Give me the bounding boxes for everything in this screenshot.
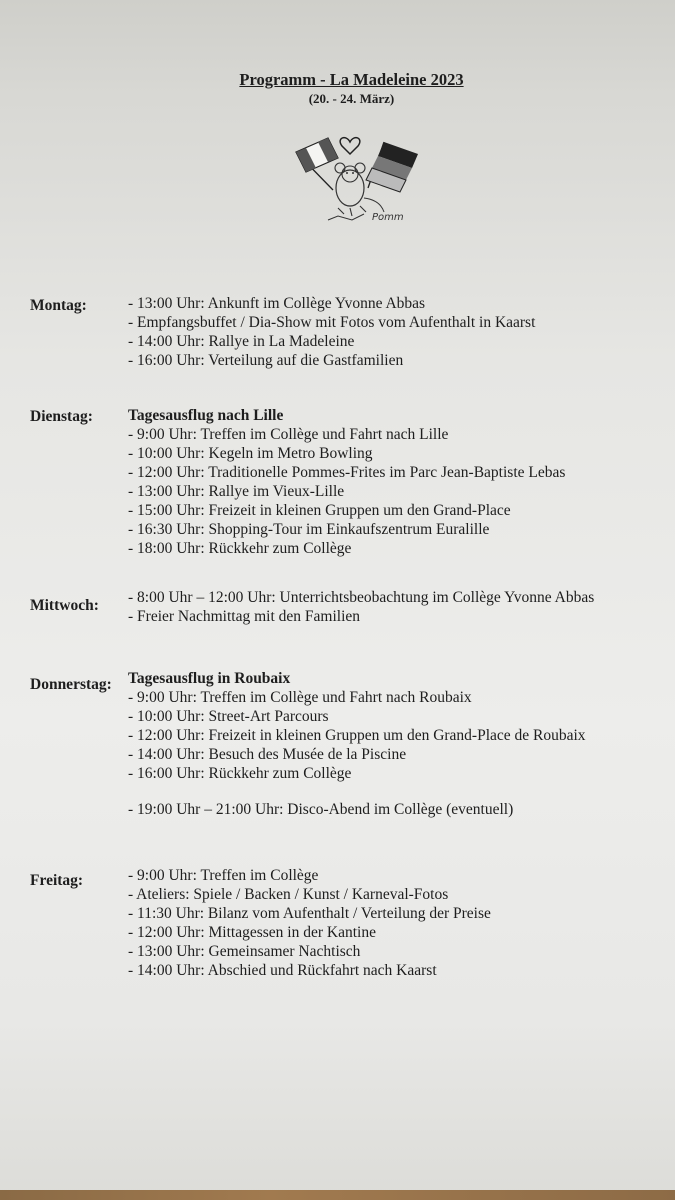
day-label-montag: Montag: bbox=[30, 297, 87, 314]
schedule-item: - 16:00 Uhr: Rückkehr zum Collège bbox=[128, 765, 352, 782]
page-title: Programm - La Madeleine 2023 bbox=[239, 70, 464, 89]
spacer bbox=[128, 783, 586, 800]
mouse-with-french-and-german-flags-icon bbox=[288, 128, 428, 233]
schedule-item: - 16:30 Uhr: Shopping-Tour im Einkaufszentrum Euralille bbox=[128, 521, 490, 538]
date-range: (20. - 24. März) bbox=[308, 91, 395, 106]
schedule-item: - 16:00 Uhr: Verteilung auf die Gastfamilien bbox=[128, 352, 404, 369]
day-label-mittwoch: Mittwoch: bbox=[30, 597, 99, 614]
day-label-dienstag: Dienstag: bbox=[30, 408, 93, 425]
day-schedule-freitag bbox=[128, 866, 491, 980]
schedule-item: - Ateliers: Spiele / Backen / Kunst / Karneval-Fotos bbox=[128, 886, 449, 903]
day-schedule-dienstag bbox=[128, 406, 565, 558]
schedule-item: - Empfangsbuffet / Dia-Show mit Fotos vom Aufenthalt in Kaarst bbox=[128, 314, 536, 331]
excursion-heading: Tagesausflug nach Lille bbox=[128, 407, 284, 424]
day-schedule-donnerstag bbox=[128, 669, 586, 819]
schedule-item: - 14:00 Uhr: Abschied und Rückfahrt nach Kaarst bbox=[128, 962, 437, 979]
schedule-item: - 9:00 Uhr: Treffen im Collège und Fahrt nach Lille bbox=[128, 426, 449, 443]
schedule-item: - 10:00 Uhr: Street-Art Parcours bbox=[128, 708, 329, 725]
schedule-item: - Freier Nachmittag mit den Familien bbox=[128, 608, 361, 625]
schedule-item: - 10:00 Uhr: Kegeln im Metro Bowling bbox=[128, 445, 373, 462]
schedule-item: - 18:00 Uhr: Rückkehr zum Collège bbox=[128, 540, 352, 557]
schedule-item: - 19:00 Uhr – 21:00 Uhr: Disco-Abend im Collège (eventuell) bbox=[128, 801, 514, 818]
day-label-donnerstag: Donnerstag: bbox=[30, 676, 112, 693]
day-schedule-mittwoch bbox=[128, 588, 594, 626]
schedule-item: - 15:00 Uhr: Freizeit in kleinen Gruppen um den Grand-Place bbox=[128, 502, 511, 519]
table-surface bbox=[0, 1190, 675, 1200]
schedule-item: - 8:00 Uhr – 12:00 Uhr: Unterrichtsbeobachtung im Collège Yvonne Abbas bbox=[128, 589, 595, 606]
logo-signature: Pomm bbox=[372, 212, 404, 223]
schedule-item: - 14:00 Uhr: Besuch des Musée de la Piscine bbox=[128, 746, 407, 763]
schedule-item: - 12:00 Uhr: Traditionelle Pommes-Frites im Parc Jean-Baptiste Lebas bbox=[128, 464, 566, 481]
schedule-item: - 12:00 Uhr: Freizeit in kleinen Gruppen um den Grand-Place de Roubaix bbox=[128, 727, 586, 744]
excursion-heading: Tagesausflug in Roubaix bbox=[128, 670, 291, 687]
schedule-item: - 13:00 Uhr: Rallye im Vieux-Lille bbox=[128, 483, 345, 500]
schedule-item: - 9:00 Uhr: Treffen im Collège bbox=[128, 867, 319, 884]
day-label-freitag: Freitag: bbox=[30, 872, 84, 889]
day-schedule-montag bbox=[128, 294, 535, 370]
schedule-item: - 14:00 Uhr: Rallye in La Madeleine bbox=[128, 333, 355, 350]
schedule-item: - 11:30 Uhr: Bilanz vom Aufenthalt / Verteilung der Preise bbox=[128, 905, 491, 922]
schedule-item: - 13:00 Uhr: Ankunft im Collège Yvonne Abbas bbox=[128, 295, 426, 312]
schedule-item: - 13:00 Uhr: Gemeinsamer Nachtisch bbox=[128, 943, 361, 960]
schedule-item: - 12:00 Uhr: Mittagessen in der Kantine bbox=[128, 924, 376, 941]
schedule-item: - 9:00 Uhr: Treffen im Collège und Fahrt nach Roubaix bbox=[128, 689, 472, 706]
